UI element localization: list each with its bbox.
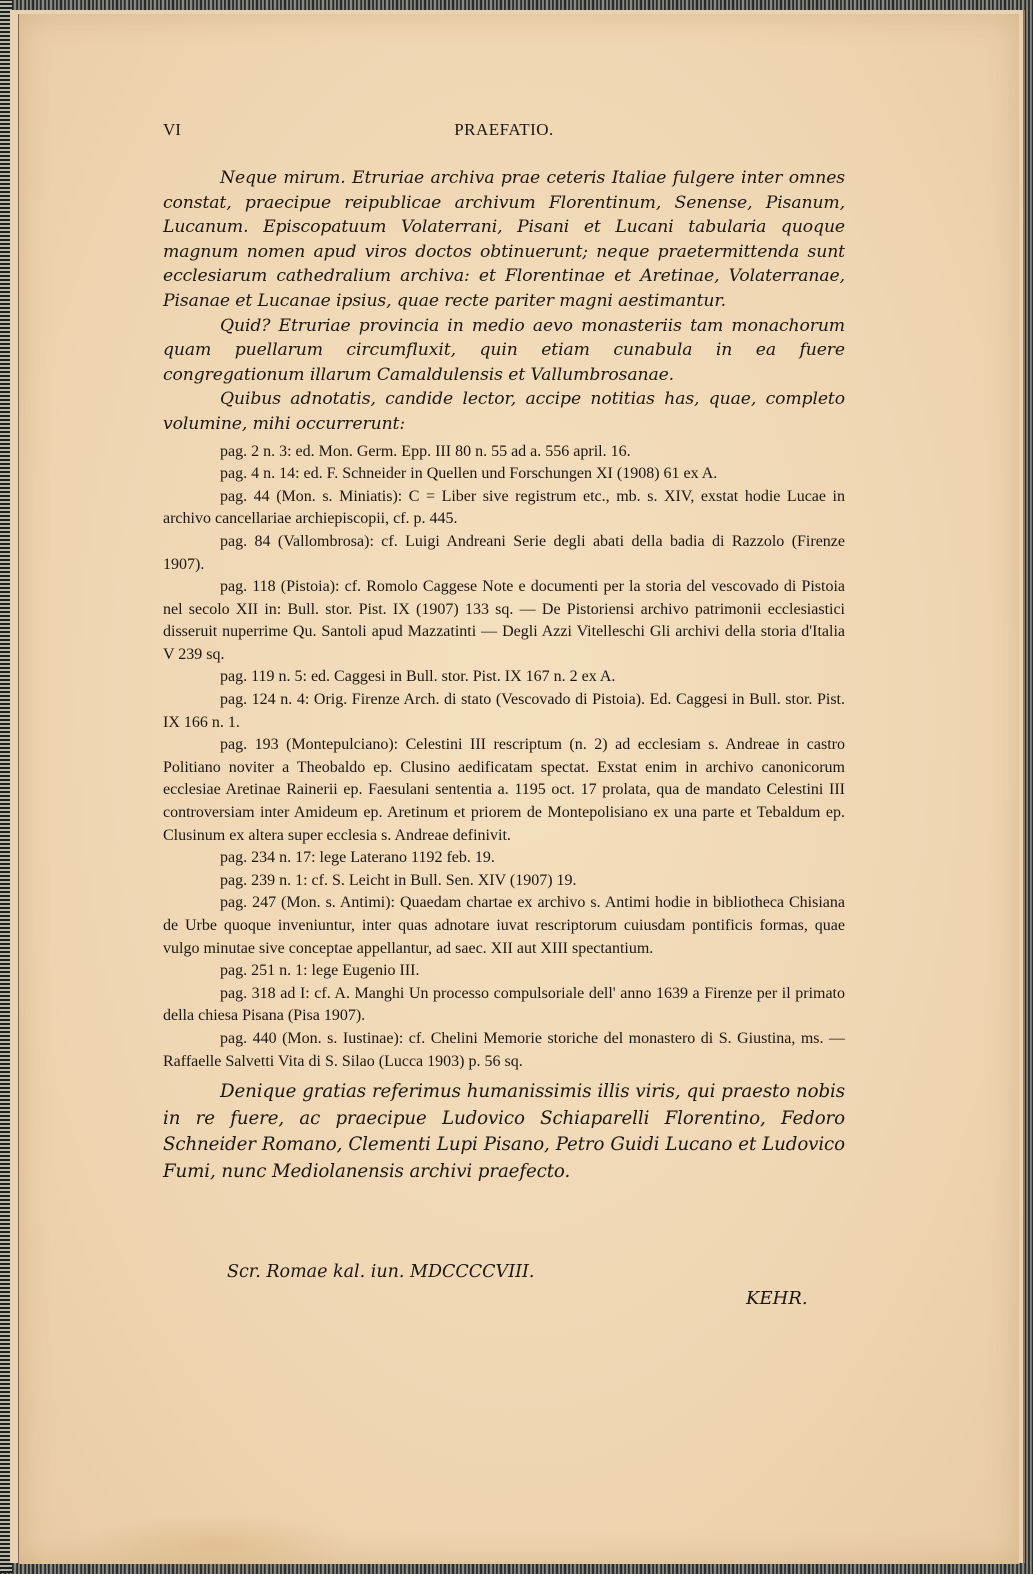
note-entry: pag. 440 (Mon. s. Iustinae): cf. Chelini Memorie storiche del monastero di S. Giustina, ms. — Raffaelle Salvetti Vita di S. Silao (Lucca 1903) p. 56 sq. bbox=[163, 1029, 845, 1070]
body-text bbox=[163, 166, 845, 1185]
acknowledgement-paragraph: Denique gratias referimus humanissimis illis viris, qui praesto nobis in re fuere, ac praecipue Ludovico Schiaparelli Florentino, Fedoro Schneider Romano, Clementi Lupi Pisano, Petro Guidi Lucano et Ludovico Fumi, nunc Mediolanensis archivi praefecto. bbox=[163, 1081, 845, 1182]
note-entry: pag. 247 (Mon. s. Antimi): Quaedam chartae ex archivo s. Antimi hodie in bibliotheca Chisiana de Urbe quoque inveniuntur, inter quas adnotare iuvat rescriptorum cuiusdam pontificis formas, quae vulgo minutae sive conceptae appellantur, ad saec. XII aut XIII spectantium. bbox=[163, 894, 845, 957]
note-entry: pag. 44 (Mon. s. Miniatis): C = Liber sive registrum etc., mb. s. XIV, exstat hodie Lucae in archivo cancellariae archiepiscopii, cf. p. 445. bbox=[163, 487, 845, 528]
note-entry: pag. 318 ad I: cf. A. Manghi Un processo compulsoriale dell' anno 1639 a Firenze per il primato della chiesa Pisana (Pisa 1907). bbox=[163, 984, 845, 1025]
note-entry: pag. 124 n. 4: Orig. Firenze Arch. di stato (Vescovado di Pistoia). Ed. Caggesi in Bull. stor. Pist. IX 166 n. 1. bbox=[163, 691, 845, 731]
page-number: VI bbox=[163, 120, 181, 139]
note-entry: pag. 193 (Montepulciano): Celestini III rescriptum (n. 2) ad ecclesiam s. Andreae in castro Politiano noviter a Theobaldo ep. Clusino aedificatam spectat. Exstat enim in archivo canonicorum ecclesiae Aretinae Rainerii ep. Faesulani sententia a. 1195 oct. 17 prolata, qua de mandato Celestini III controversiam inter Amideum ep. Aretinum et priorem de Montepolisiano ex una parte et Tebaldum ep. Clusinum ex altera super ecclesia s. Andreae definivit. bbox=[163, 736, 845, 844]
running-title: PRAEFATIO. bbox=[454, 120, 554, 139]
note-entry: pag. 4 n. 14: ed. F. Schneider in Quellen und Forschungen XI (1908) 61 ex A. bbox=[220, 465, 718, 483]
intro-paragraph: Neque mirum. Etruriae archiva prae ceteris Italiae fulgere inter omnes constat, praecipue reipublicae archivum Florentinum, Senense, Pisanum, Lucanum. Episcopatuum Volaterrani, Pisani et Lucani tabularia quoque magnum nomen apud viros doctos obtinuerunt; neque praetermittenda sunt ecclesiarum cathedralium archiva: et Florentinae et Aretinae, Volaterranae, Pisanae et Lucanae ipsius, quae recte pariter magni aestimantur. bbox=[163, 168, 845, 311]
note-entry: pag. 239 n. 1: cf. S. Leicht in Bull. Sen. XIV (1907) 19. bbox=[220, 871, 577, 889]
note-entry: pag. 118 (Pistoia): cf. Romolo Caggese Note e documenti per la storia del vescovado di Pistoia nel secolo XII in: Bull. stor. Pist. IX (1907) 133 sq. — De Pistoriensi archivo patrimonii ecclesiastici disseruit nuperrime Qu. Santoli apud Mazzatinti — Degli Azzi Vitelleschi Gli archivi della storia d'Italia V 239 sq. bbox=[163, 578, 845, 663]
closing-section bbox=[163, 1079, 845, 1185]
signature: KEHR. bbox=[746, 1288, 808, 1309]
paper-stain bbox=[79, 1514, 359, 1574]
note-entry: pag. 234 n. 17: lege Laterano 1192 feb. 19. bbox=[220, 849, 495, 867]
note-entry: pag. 84 (Vallombrosa): cf. Luigi Andreani Serie degli abati della badia di Razzolo (Firenze 1907). bbox=[163, 532, 845, 573]
note-entry: pag. 119 n. 5: ed. Caggesi in Bull. stor. Pist. IX 167 n. 2 ex A. bbox=[220, 668, 616, 686]
notes-list bbox=[163, 441, 845, 1074]
intro-paragraph: Quid? Etruriae provincia in medio aevo monasteriis tam monachorum quam puellarum circumfluxit, quin etiam cunabula in ea fuere congregationum illarum Camaldulensis et Vallumbrosanae. bbox=[163, 315, 845, 385]
intro-paragraph: Quibus adnotatis, candide lector, accipe notitias has, quae, completo volumine, mihi occurrerunt: bbox=[163, 389, 845, 434]
note-entry: pag. 251 n. 1: lege Eugenio III. bbox=[220, 962, 420, 980]
dateline: Scr. Romae kal. iun. MDCCCCVIII. bbox=[227, 1262, 535, 1282]
note-entry: pag. 2 n. 3: ed. Mon. Germ. Epp. III 80 n. 55 ad a. 556 april. 16. bbox=[220, 442, 631, 460]
